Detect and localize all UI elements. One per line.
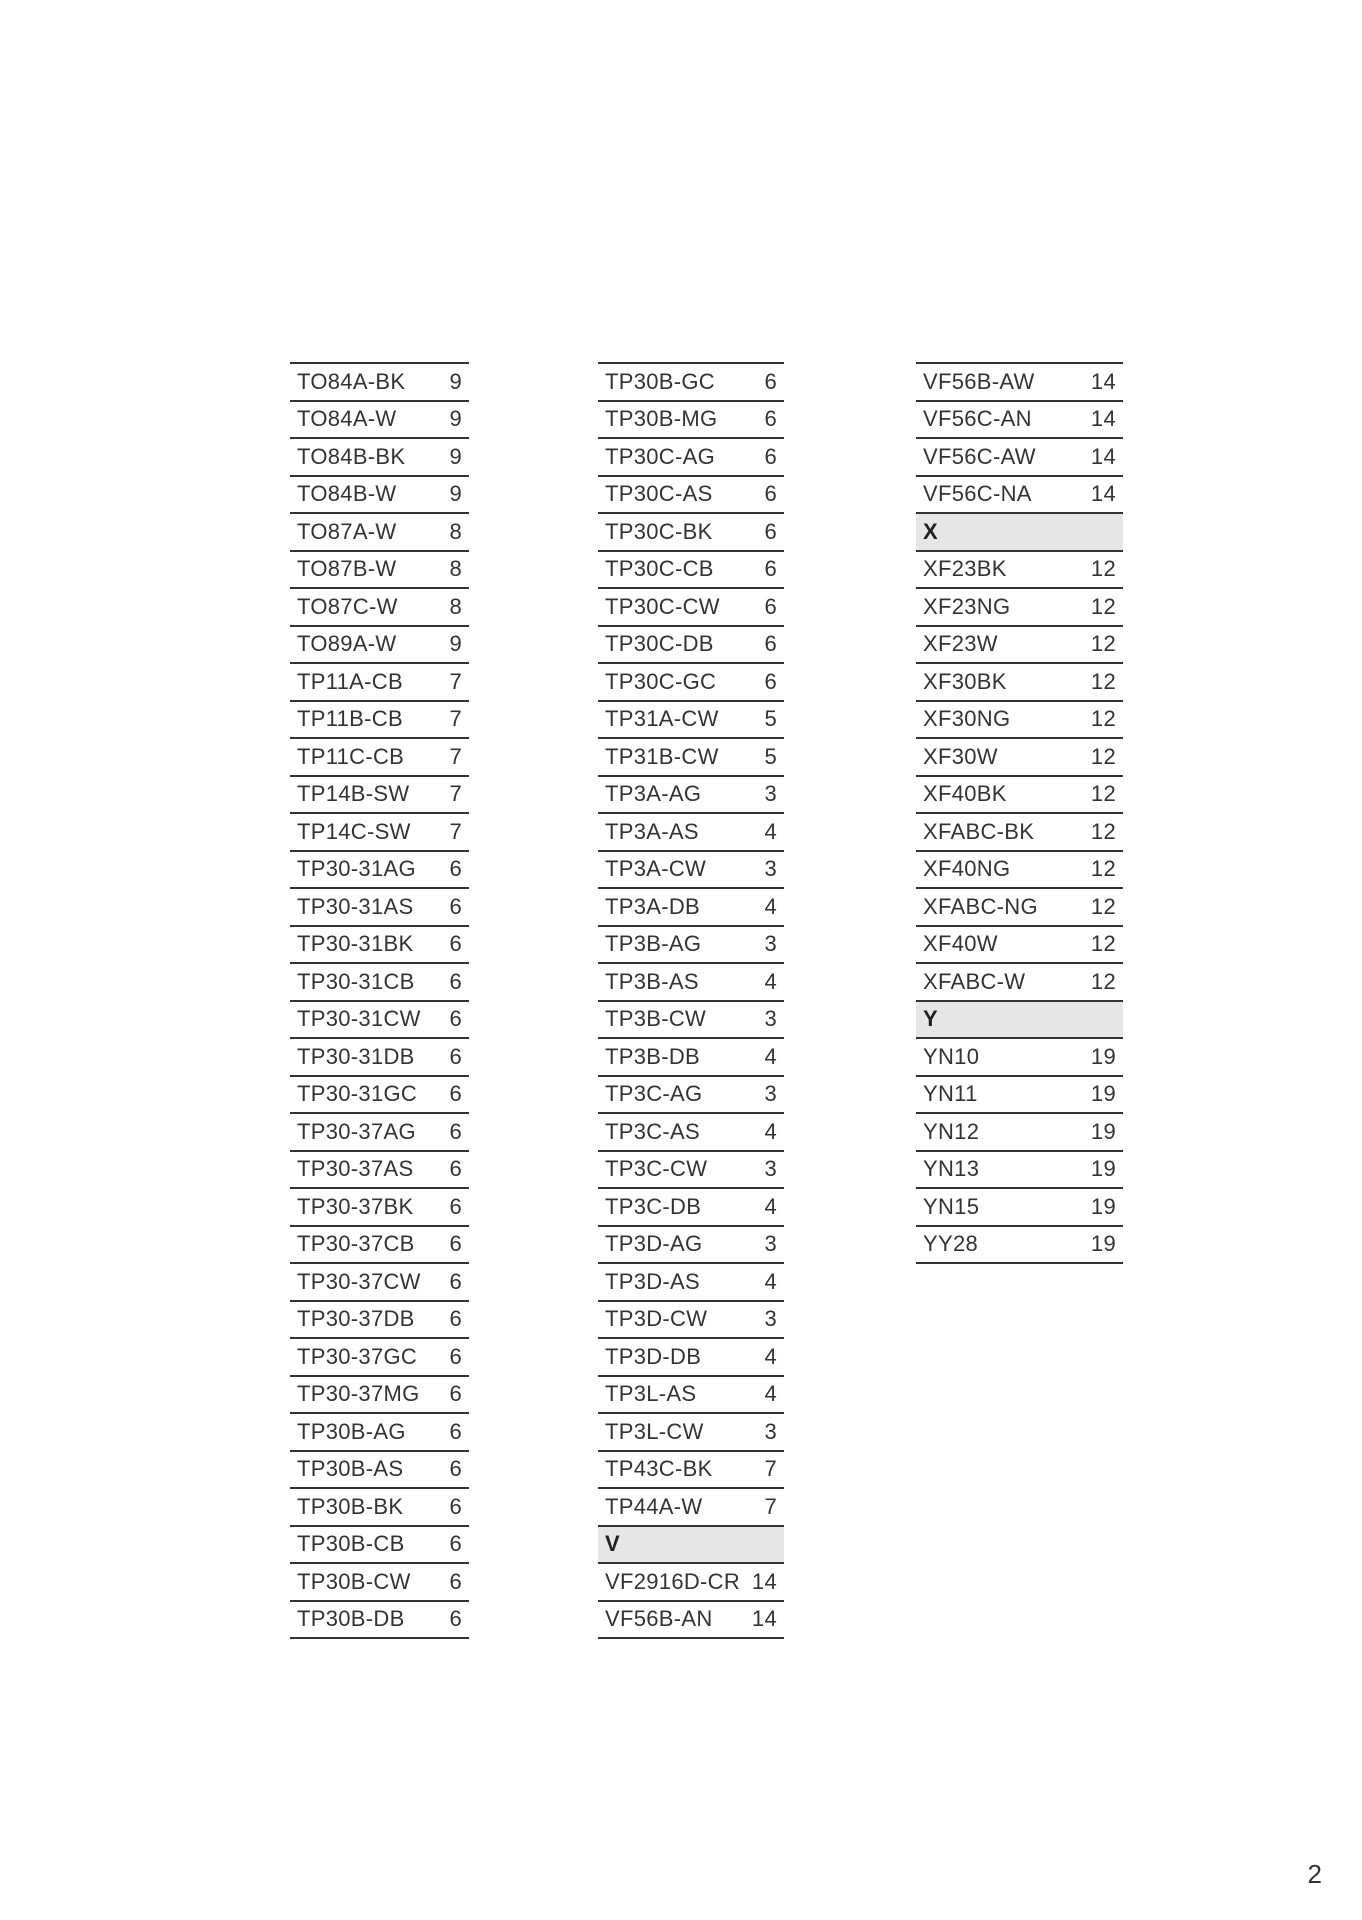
page-reference: 6 — [449, 931, 462, 957]
product-code: TP30-37BK — [297, 1193, 414, 1219]
index-entry — [290, 1114, 469, 1152]
product-code: XF30NG — [923, 706, 1011, 732]
product-code: TP3B-DB — [605, 1043, 701, 1069]
page-reference: 5 — [764, 706, 777, 732]
index-entry — [290, 477, 469, 515]
page-reference: 4 — [764, 893, 777, 919]
page-reference: 9 — [449, 481, 462, 507]
index-entry — [598, 1489, 784, 1527]
index-entry — [598, 1152, 784, 1190]
page-reference: 7 — [764, 1456, 777, 1482]
index-entry — [598, 514, 784, 552]
page-reference: 12 — [1090, 668, 1116, 694]
index-entry — [916, 739, 1123, 777]
page-reference: 9 — [449, 368, 462, 394]
index-entry — [916, 1227, 1123, 1265]
page-reference: 4 — [764, 1268, 777, 1294]
index-entry — [290, 814, 469, 852]
product-code: TP3A-DB — [605, 893, 701, 919]
product-code: VF56B-AN — [605, 1606, 713, 1632]
product-code: TO87C-W — [297, 593, 398, 619]
page-reference: 19 — [1090, 1118, 1116, 1144]
product-code: TP30-31GC — [297, 1081, 418, 1107]
page-reference: 4 — [764, 1193, 777, 1219]
product-code: TP30B-GC — [605, 368, 715, 394]
index-entry — [916, 402, 1123, 440]
index-entry — [290, 514, 469, 552]
page-reference: 3 — [764, 1231, 777, 1257]
index-entry — [598, 589, 784, 627]
product-code: VF2916D-CR — [605, 1568, 741, 1594]
index-entry — [598, 1414, 784, 1452]
page-reference: 12 — [1090, 631, 1116, 657]
page-reference: 6 — [449, 1381, 462, 1407]
product-code: TP30-37CW — [297, 1268, 421, 1294]
section-header — [916, 1002, 1123, 1040]
product-code: TP3D-DB — [605, 1343, 702, 1369]
product-code: VF56B-AW — [923, 368, 1035, 394]
page-reference: 7 — [449, 743, 462, 769]
index-entry — [916, 552, 1123, 590]
index-entry — [290, 1152, 469, 1190]
page-reference: 6 — [449, 1493, 462, 1519]
page-reference: 6 — [449, 1156, 462, 1182]
product-code: TP3C-DB — [605, 1193, 702, 1219]
product-code: TP11A-CB — [297, 668, 403, 694]
product-code: TO84A-BK — [297, 368, 406, 394]
product-code: TP3A-AG — [605, 781, 702, 807]
product-code: TP30-37AS — [297, 1156, 414, 1182]
index-entry — [916, 814, 1123, 852]
index-entry — [598, 1602, 784, 1640]
product-code: XF30W — [923, 743, 998, 769]
page-reference: 8 — [449, 593, 462, 619]
page-reference: 3 — [764, 1418, 777, 1444]
product-code: TP30B-AG — [297, 1418, 406, 1444]
product-code: TO87B-W — [297, 556, 397, 582]
page-reference: 9 — [449, 631, 462, 657]
page-reference: 6 — [764, 631, 777, 657]
product-code: TP30-37AG — [297, 1118, 416, 1144]
product-code: YY28 — [923, 1231, 979, 1257]
product-code: YN15 — [923, 1193, 980, 1219]
section-header — [916, 514, 1123, 552]
product-code: TP30B-AS — [297, 1456, 404, 1482]
page-reference: 4 — [764, 1381, 777, 1407]
product-code: TP3B-AS — [605, 968, 699, 994]
index-entry — [290, 1414, 469, 1452]
product-code: TO87A-W — [297, 518, 397, 544]
product-code: TP30B-BK — [297, 1493, 404, 1519]
product-code: TP3L-CW — [605, 1418, 704, 1444]
page-reference: 6 — [449, 1418, 462, 1444]
product-code: XFABC-BK — [923, 818, 1035, 844]
product-code: TP14C-SW — [297, 818, 411, 844]
product-code: TP3B-AG — [605, 931, 702, 957]
page-reference: 6 — [449, 1606, 462, 1632]
product-code: TO84A-W — [297, 406, 397, 432]
page-reference: 7 — [449, 781, 462, 807]
product-code: TP30C-BK — [605, 518, 713, 544]
page-reference: 7 — [449, 668, 462, 694]
index-entry — [290, 1377, 469, 1415]
index-entry — [598, 1377, 784, 1415]
product-code: TP44A-W — [605, 1493, 703, 1519]
page-reference: 6 — [764, 668, 777, 694]
page-reference: 12 — [1090, 556, 1116, 582]
index-entry — [916, 439, 1123, 477]
product-code: YN13 — [923, 1156, 980, 1182]
index-entry — [598, 1189, 784, 1227]
page-reference: 14 — [1090, 443, 1116, 469]
index-entry — [598, 664, 784, 702]
index-entry — [598, 739, 784, 777]
product-code: TP30C-CB — [605, 556, 714, 582]
product-code: TO89A-W — [297, 631, 397, 657]
index-entry — [598, 1264, 784, 1302]
index-entry — [598, 402, 784, 440]
product-code: TP3D-AG — [605, 1231, 703, 1257]
index-entry — [916, 702, 1123, 740]
index-entry — [290, 1339, 469, 1377]
index-entry — [290, 1227, 469, 1265]
product-code: TP30C-AG — [605, 443, 715, 469]
index-entry — [916, 964, 1123, 1002]
index-entry — [290, 1302, 469, 1340]
index-entry — [290, 402, 469, 440]
index-entry — [598, 927, 784, 965]
page-reference: 6 — [449, 1268, 462, 1294]
product-code: YN10 — [923, 1043, 980, 1069]
page-reference: 3 — [764, 1006, 777, 1032]
page-reference: 12 — [1090, 893, 1116, 919]
index-entry — [290, 852, 469, 890]
index-entry — [598, 1002, 784, 1040]
page-reference: 6 — [449, 1306, 462, 1332]
page-reference: 6 — [764, 443, 777, 469]
page-reference: 12 — [1090, 781, 1116, 807]
page-reference: 6 — [449, 856, 462, 882]
index-entry — [916, 589, 1123, 627]
index-entry — [290, 664, 469, 702]
index-entry — [598, 1227, 784, 1265]
index-entry — [916, 477, 1123, 515]
index-entry — [290, 589, 469, 627]
page-reference: 6 — [449, 1193, 462, 1219]
product-code: TP3A-AS — [605, 818, 699, 844]
product-code: TP30B-CW — [297, 1568, 411, 1594]
product-code: TP3L-AS — [605, 1381, 697, 1407]
index-entry — [598, 1077, 784, 1115]
product-code: TP14B-SW — [297, 781, 410, 807]
product-code: YN11 — [923, 1081, 978, 1107]
product-code: TP3A-CW — [605, 856, 707, 882]
page-reference: 6 — [449, 1081, 462, 1107]
index-entry — [916, 852, 1123, 890]
product-code: TP30B-DB — [297, 1606, 405, 1632]
index-entry — [598, 964, 784, 1002]
section-letter: X — [923, 518, 938, 544]
product-code: TP30-31DB — [297, 1043, 415, 1069]
index-entry — [290, 1564, 469, 1602]
index-entry — [598, 1452, 784, 1490]
product-code: TP30-37DB — [297, 1306, 415, 1332]
page-reference: 4 — [764, 1118, 777, 1144]
product-code: TP3C-AS — [605, 1118, 701, 1144]
product-code: TP11B-CB — [297, 706, 403, 732]
index-entry — [290, 964, 469, 1002]
section-header — [598, 1527, 784, 1565]
page-reference: 6 — [449, 1043, 462, 1069]
page-reference: 3 — [764, 1306, 777, 1332]
page-reference: 12 — [1090, 706, 1116, 732]
index-column-3 — [916, 362, 1123, 1264]
index-entry — [290, 627, 469, 665]
page-reference: 19 — [1090, 1081, 1116, 1107]
page-reference: 6 — [764, 406, 777, 432]
page-reference: 4 — [764, 1043, 777, 1069]
product-code: TP30C-CW — [605, 593, 720, 619]
page-reference: 4 — [764, 968, 777, 994]
index-entry — [916, 664, 1123, 702]
page-reference: 4 — [764, 1343, 777, 1369]
product-code: TP30-31CB — [297, 968, 415, 994]
index-entry — [916, 364, 1123, 402]
page-reference: 19 — [1090, 1193, 1116, 1219]
page-reference: 6 — [764, 556, 777, 582]
page-reference: 6 — [449, 1231, 462, 1257]
product-code: XF30BK — [923, 668, 1007, 694]
index-entry — [598, 439, 784, 477]
index-entry — [290, 364, 469, 402]
product-code: TP3D-AS — [605, 1268, 701, 1294]
product-code: YN12 — [923, 1118, 980, 1144]
index-entry — [916, 1152, 1123, 1190]
page-reference: 6 — [449, 968, 462, 994]
product-code: TP3C-CW — [605, 1156, 708, 1182]
page-reference: 9 — [449, 443, 462, 469]
index-entry — [598, 1302, 784, 1340]
index-entry — [598, 814, 784, 852]
index-entry — [598, 364, 784, 402]
page-reference: 12 — [1090, 931, 1116, 957]
index-entry — [290, 702, 469, 740]
section-letter: V — [605, 1531, 620, 1557]
page-reference: 14 — [751, 1606, 777, 1632]
product-code: TP30B-CB — [297, 1531, 405, 1557]
index-entry — [290, 1489, 469, 1527]
page-reference: 14 — [751, 1568, 777, 1594]
index-entry — [290, 1452, 469, 1490]
product-code: TP43C-BK — [605, 1456, 713, 1482]
index-entry — [290, 1602, 469, 1640]
page-reference: 3 — [764, 1156, 777, 1182]
index-entry — [290, 927, 469, 965]
page-reference: 7 — [449, 706, 462, 732]
product-code: XF23W — [923, 631, 998, 657]
page-reference: 14 — [1090, 481, 1116, 507]
page-reference: 12 — [1090, 968, 1116, 994]
product-code: TP31A-CW — [605, 706, 719, 732]
product-code: VF56C-NA — [923, 481, 1032, 507]
page-reference: 12 — [1090, 743, 1116, 769]
product-code: TP3B-CW — [605, 1006, 707, 1032]
product-code: XF40W — [923, 931, 998, 957]
product-code: XF23BK — [923, 556, 1007, 582]
index-entry — [916, 927, 1123, 965]
index-entry — [916, 627, 1123, 665]
page-reference: 6 — [764, 518, 777, 544]
index-entry — [290, 1077, 469, 1115]
page-reference: 6 — [449, 1118, 462, 1144]
index-entry — [598, 1039, 784, 1077]
index-entry — [598, 889, 784, 927]
index-column-2 — [598, 362, 784, 1639]
index-entry — [290, 739, 469, 777]
page-number: 2 — [1307, 1859, 1322, 1889]
index-entry — [916, 1114, 1123, 1152]
page-reference: 7 — [764, 1493, 777, 1519]
product-code: TP31B-CW — [605, 743, 719, 769]
index-entry — [598, 852, 784, 890]
product-code: XFABC-W — [923, 968, 1026, 994]
product-code: TO84B-BK — [297, 443, 406, 469]
page-reference: 8 — [449, 518, 462, 544]
index-entry — [916, 889, 1123, 927]
product-code: XF40NG — [923, 856, 1011, 882]
page-reference: 9 — [449, 406, 462, 432]
index-entry — [916, 1039, 1123, 1077]
index-entry — [290, 1527, 469, 1565]
product-code: TP30B-MG — [605, 406, 718, 432]
index-entry — [916, 777, 1123, 815]
page-reference: 3 — [764, 1081, 777, 1107]
page-reference: 6 — [764, 368, 777, 394]
product-code: TP30-31CW — [297, 1006, 421, 1032]
product-code: XF40BK — [923, 781, 1007, 807]
index-entry — [290, 777, 469, 815]
product-code: TP30C-GC — [605, 668, 717, 694]
page-reference: 19 — [1090, 1156, 1116, 1182]
page-reference: 4 — [764, 818, 777, 844]
product-code: TP30-31AG — [297, 856, 416, 882]
page-reference: 19 — [1090, 1231, 1116, 1257]
page-reference: 6 — [764, 593, 777, 619]
product-code: TP30-37GC — [297, 1343, 418, 1369]
product-code: VF56C-AW — [923, 443, 1036, 469]
index-entry — [290, 889, 469, 927]
page-reference: 3 — [764, 856, 777, 882]
page-reference: 12 — [1090, 818, 1116, 844]
index-entry — [598, 627, 784, 665]
index-entry — [598, 477, 784, 515]
product-code: TP30C-DB — [605, 631, 714, 657]
section-letter: Y — [923, 1006, 938, 1032]
page-reference: 14 — [1090, 406, 1116, 432]
index-entry — [290, 439, 469, 477]
product-code: XFABC-NG — [923, 893, 1038, 919]
index-entry — [290, 1039, 469, 1077]
index-entry — [916, 1189, 1123, 1227]
product-code: TP30-31BK — [297, 931, 414, 957]
index-entry — [290, 552, 469, 590]
index-entry — [598, 1564, 784, 1602]
page-reference: 14 — [1090, 368, 1116, 394]
index-entry — [598, 1339, 784, 1377]
product-code: TP3C-AG — [605, 1081, 703, 1107]
page-reference: 3 — [764, 931, 777, 957]
page-reference: 6 — [449, 1456, 462, 1482]
page-reference: 6 — [449, 1568, 462, 1594]
product-code: TP30-31AS — [297, 893, 414, 919]
index-column-1 — [290, 362, 469, 1639]
product-code: TO84B-W — [297, 481, 397, 507]
product-code: TP30-37MG — [297, 1381, 420, 1407]
page-reference: 5 — [764, 743, 777, 769]
page-reference: 6 — [764, 481, 777, 507]
product-code: TP30-37CB — [297, 1231, 415, 1257]
page-reference: 6 — [449, 1343, 462, 1369]
page-reference: 6 — [449, 893, 462, 919]
page-reference: 3 — [764, 781, 777, 807]
page-reference: 8 — [449, 556, 462, 582]
product-code: TP11C-CB — [297, 743, 405, 769]
index-entry — [598, 552, 784, 590]
index-entry — [290, 1002, 469, 1040]
page-reference: 7 — [449, 818, 462, 844]
index-entry — [290, 1264, 469, 1302]
index-entry — [598, 777, 784, 815]
index-entry — [598, 1114, 784, 1152]
index-entry — [598, 702, 784, 740]
index-entry — [916, 1077, 1123, 1115]
product-code: TP3D-CW — [605, 1306, 708, 1332]
product-code: XF23NG — [923, 593, 1011, 619]
product-code: TP30C-AS — [605, 481, 713, 507]
page-reference: 19 — [1090, 1043, 1116, 1069]
index-entry — [290, 1189, 469, 1227]
page-reference: 12 — [1090, 593, 1116, 619]
page-reference: 6 — [449, 1531, 462, 1557]
page-reference: 12 — [1090, 856, 1116, 882]
product-code: VF56C-AN — [923, 406, 1032, 432]
page-reference: 6 — [449, 1006, 462, 1032]
